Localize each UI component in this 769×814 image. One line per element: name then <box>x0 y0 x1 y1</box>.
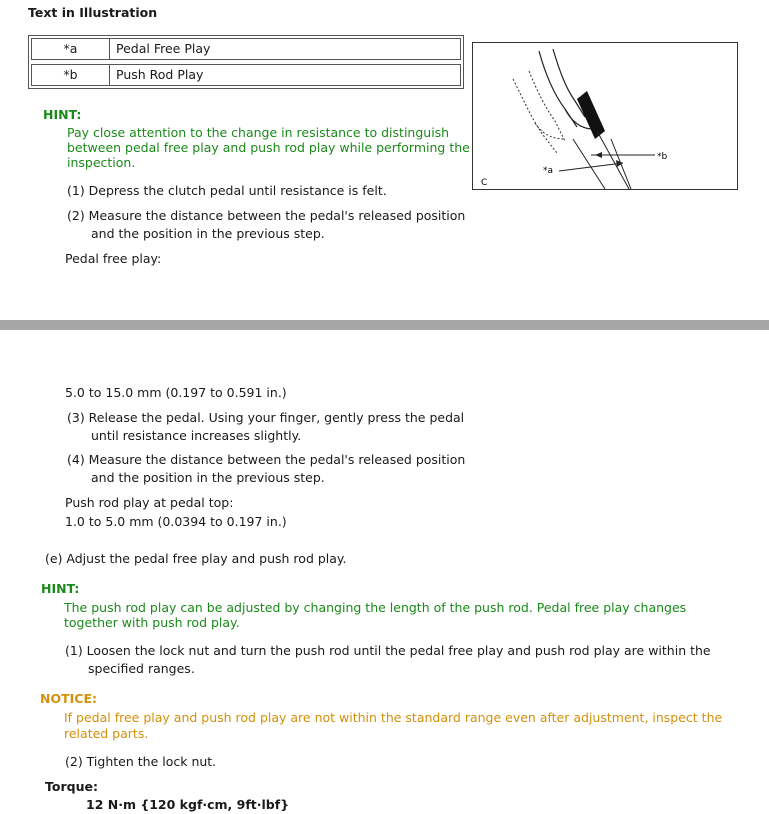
figure-label-a: *a <box>543 166 554 176</box>
notice-text: related parts. <box>64 726 149 741</box>
guide-line <box>597 131 629 189</box>
step-e-1-cont: specified ranges. <box>88 661 195 676</box>
hint-text: inspection. <box>67 155 136 170</box>
dashed-pedal-outline <box>513 79 557 153</box>
dashed-pedal-outline <box>535 123 565 139</box>
hint-text: Pay close attention to the change in resistance to distinguish <box>67 125 450 140</box>
pedal-free-play-value: 5.0 to 15.0 mm (0.197 to 0.591 in.) <box>65 385 287 400</box>
step-4: (4) Measure the distance between the pedal's released position <box>67 452 466 467</box>
section-title: Text in Illustration <box>28 5 158 20</box>
hint-title: HINT: <box>43 107 82 122</box>
legend-key: *a <box>32 39 110 59</box>
legend-label: Pedal Free Play <box>116 41 211 56</box>
figure-label-b: *b <box>657 152 668 162</box>
torque-value: 12 N·m {120 kgf·cm, 9ft·lbf} <box>86 797 290 812</box>
guide-line <box>573 139 605 189</box>
dashed-pedal-outline <box>529 71 565 141</box>
torque-title: Torque: <box>45 779 98 794</box>
step-3-cont: until resistance increases slightly. <box>91 428 302 443</box>
pedal-arm-line <box>539 51 577 127</box>
pedal-arm-line <box>553 49 585 117</box>
legend-row <box>31 64 461 86</box>
legend-label: Push Rod Play <box>116 67 204 82</box>
push-rod-play-value: 1.0 to 5.0 mm (0.0394 to 0.197 in.) <box>65 514 287 529</box>
dimension-arrow-a <box>559 163 623 171</box>
arrow-head <box>595 152 602 158</box>
push-rod-play-label: Push rod play at pedal top: <box>65 495 234 510</box>
notice-title: NOTICE: <box>40 691 97 706</box>
legend-row <box>31 38 461 60</box>
legend-key: *b <box>32 65 110 85</box>
step-e-1: (1) Loosen the lock nut and turn the push rod until the pedal free play and push rod play are within the <box>65 643 711 658</box>
pedal-free-play-label: Pedal free play: <box>65 251 162 266</box>
pedal-diagram <box>473 43 737 189</box>
hint-text: The push rod play can be adjusted by changing the length of the push rod. Pedal free play changes <box>64 600 687 615</box>
step-4-cont: and the position in the previous step. <box>91 470 325 485</box>
step-e: (e) Adjust the pedal free play and push rod play. <box>45 551 347 566</box>
hint-text: together with push rod play. <box>64 615 240 630</box>
page-divider <box>0 320 769 330</box>
step-2: (2) Measure the distance between the pedal's released position <box>67 208 466 223</box>
figure-label-c: C <box>481 178 488 188</box>
hint-title: HINT: <box>41 581 80 596</box>
step-e-2: (2) Tighten the lock nut. <box>65 754 217 769</box>
pedal-illustration <box>472 42 738 190</box>
step-2-cont: and the position in the previous step. <box>91 226 325 241</box>
step-3: (3) Release the pedal. Using your finger, gently press the pedal <box>67 410 465 425</box>
notice-text: If pedal free play and push rod play are not within the standard range even after adjustment, inspect the <box>64 710 723 725</box>
pedal-pad <box>577 91 605 139</box>
step-1: (1) Depress the clutch pedal until resistance is felt. <box>67 183 387 198</box>
hint-text: between pedal free play and push rod play while performing the <box>67 140 470 155</box>
legend-table <box>28 35 464 89</box>
